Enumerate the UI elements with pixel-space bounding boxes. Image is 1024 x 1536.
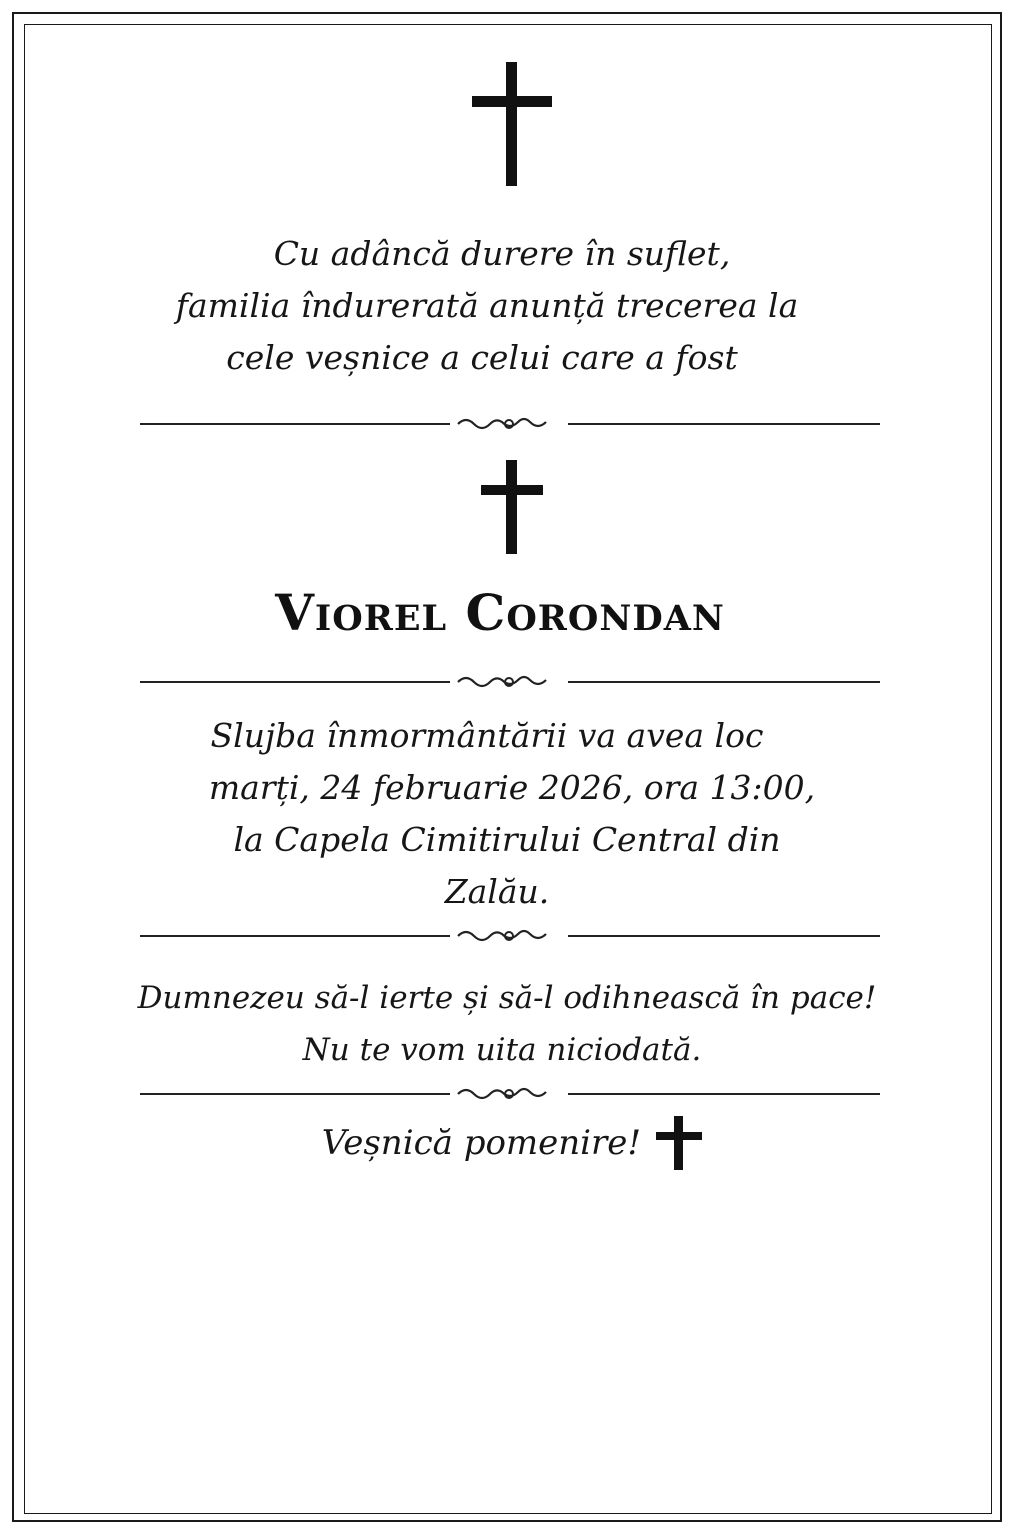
service-details xyxy=(0,710,1024,918)
ornamental-divider xyxy=(140,414,880,434)
cross-icon xyxy=(481,460,543,554)
ornamental-divider xyxy=(140,672,880,692)
intro-line-1: Cu adâncă durere în suflet, xyxy=(273,234,731,273)
closing-text: Veșnică pomenire! xyxy=(321,1123,642,1163)
ornamental-divider xyxy=(140,1084,880,1104)
service-line-1: Slujba înmormântării va avea loc xyxy=(210,716,764,755)
blessing-text xyxy=(0,972,1024,1076)
intro-line-2: familia îndurerată anunță trecerea la xyxy=(175,286,799,325)
blessing-line-1: Dumnezeu să-l ierte și să-l odihnească în pace! xyxy=(137,980,877,1016)
blessing-line-2: Nu te vom uita niciodată. xyxy=(302,1032,702,1068)
cross-icon xyxy=(656,1116,702,1170)
deceased-name: Viorel Corondan xyxy=(275,583,725,642)
cross-icon xyxy=(472,62,552,186)
service-line-2: marți, 24 februarie 2026, ora 13:00, xyxy=(208,768,816,807)
service-line-4: Zalău. xyxy=(444,872,550,911)
ornamental-divider xyxy=(140,926,880,946)
service-line-3: la Capela Cimitirului Central din xyxy=(233,820,781,859)
closing-line xyxy=(0,1116,1024,1170)
intro-line-3: cele veșnice a celui care a fost xyxy=(226,338,738,377)
intro-text xyxy=(0,228,1024,384)
